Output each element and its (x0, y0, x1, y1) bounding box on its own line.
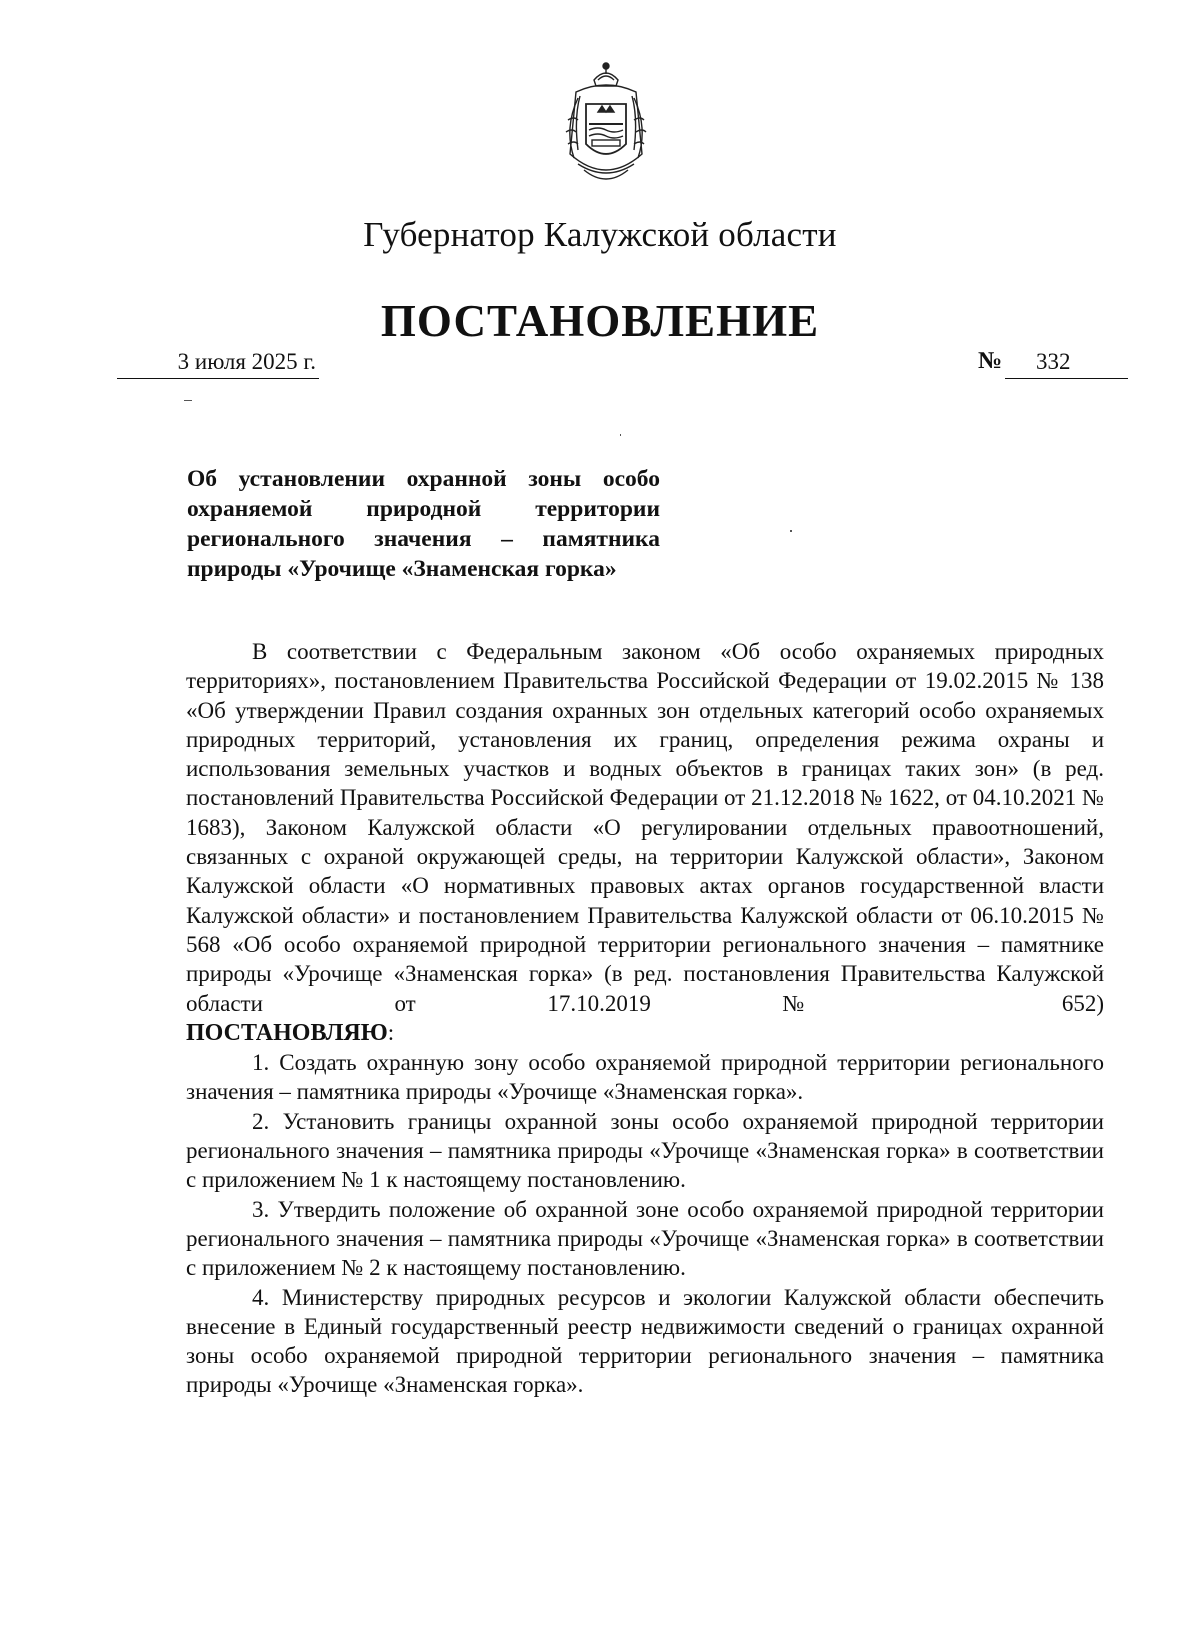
scan-speck (184, 400, 192, 401)
preamble-paragraph: В соответствии с Федеральным законом «Об особо охраняемых природных территориях», постановлением Правительства Российской Федерации от 19.02.2015 № 138 «Об утверждении Правил создания охранных зон отдельных категорий особо охраняемых природных территорий, установления их границ, определения режима охраны и использования земельных участков и водных объектов в границах таких зон» (в ред. постановлений Правительства Российской Федерации от 21.12.2018 № 1622, от 04.10.2021 № 1683), Законом Калужской области «О регулировании отдельных правоотношений, связанных с охраной окружающей среды, на территории Калужской области», Законом Калужской области «О нормативных правовых актах органов государственной власти Калужской области» и постановлением Правительства Калужской области от 06.10.2015 № 568 «Об особо охраняемой природной территории регионального значения – памятнике природы «Урочище «Знаменская горка» (в ред. постановления Правительства Калужской области от 17.10.2019 № 652) (186, 639, 1104, 1016)
document-title (187, 464, 660, 584)
number-label: № (978, 348, 1003, 374)
document-date (117, 350, 319, 379)
resolution-item-1: 1. Создать охранную зону особо охраняемой природной территории регионального значения – памятника природы «Урочище «Знаменская горка». (186, 1050, 1104, 1105)
resolution-item-2: 2. Установить границы охранной зоны особо охраняемой природной территории регионального значения – памятника природы «Урочище «Знаменская горка» в соответствии с приложением № 1 к настоящему постановлению. (186, 1108, 1104, 1193)
title-line: охраняемой природной территории (187, 496, 660, 522)
issuing-authority: Губернатор Калужской области (363, 215, 837, 254)
document-type: ПОСТАНОВЛЕНИЕ (380, 296, 820, 346)
title-line: природы «Урочище «Знаменская горка» (187, 556, 617, 582)
resolution-item-3: 3. Утвердить положение об охранной зоне особо охраняемой природной территории регионального значения – памятника природы «Урочище «Знаменская горка» в соответствии с приложением № 2 к настоящему постановлению. (186, 1196, 1104, 1281)
resolve-word: ПОСТАНОВЛЯЮ (186, 1019, 388, 1046)
date-text: 3 июля 2025 г. (177, 349, 316, 374)
document-body (186, 637, 1104, 1400)
resolve-heading (186, 1018, 1104, 1048)
resolution-item-4: 4. Министерству природных ресурсов и экологии Калужской области обеспечить внесение в Единый государственный реестр недвижимости сведений о границах охранной зоны особо охраняемой природной территории регионального значения – памятника природы «Урочище «Знаменская горка». (186, 1284, 1104, 1398)
document-number (1005, 350, 1128, 379)
kaluga-coat-of-arms-icon (554, 58, 658, 193)
number-text: 332 (1036, 349, 1071, 374)
scan-speck (790, 530, 792, 532)
title-line: регионального значения – памятника (187, 526, 660, 552)
resolve-colon: : (387, 1019, 395, 1045)
title-line: Об установлении охранной зоны особо (187, 466, 660, 492)
scan-speck (620, 434, 621, 436)
